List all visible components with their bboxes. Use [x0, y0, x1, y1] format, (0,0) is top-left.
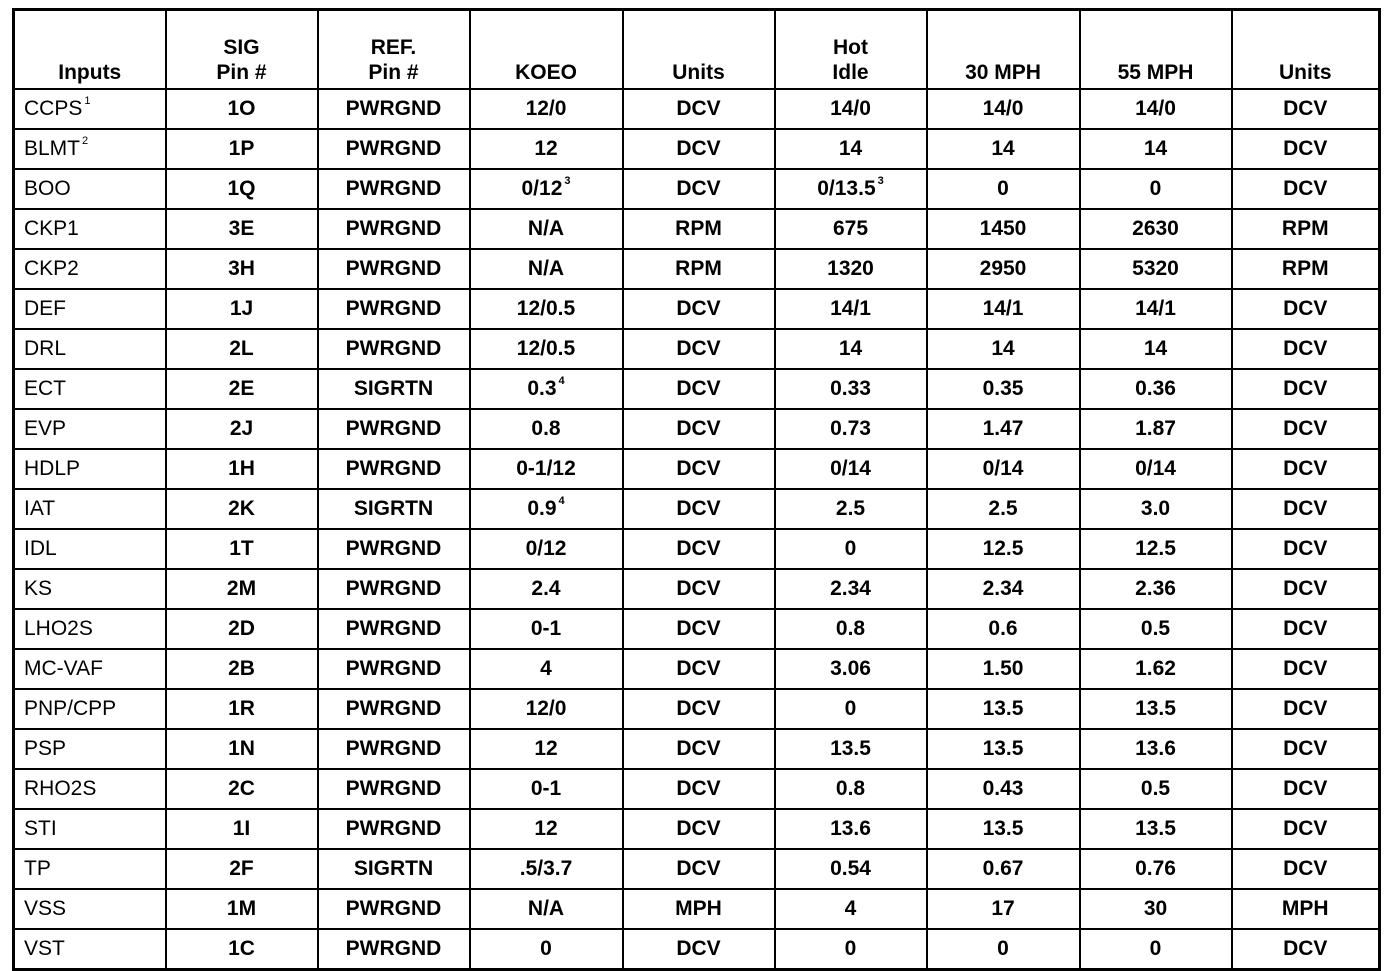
cell-units-2: DCV	[1232, 89, 1380, 129]
cell-ref-pin: PWRGND	[318, 409, 470, 449]
cell-input-name: MC-VAF	[14, 649, 166, 689]
cell-ref-pin: PWRGND	[318, 769, 470, 809]
cell-units-2: DCV	[1232, 729, 1380, 769]
cell-units: DCV	[623, 689, 775, 729]
table-row	[14, 609, 1380, 649]
cell-30-mph: 0.35	[927, 369, 1080, 409]
cell-units: DCV	[623, 169, 775, 209]
table-row	[14, 849, 1380, 889]
cell-30-mph: 13.5	[927, 689, 1080, 729]
cell-koeo: 12	[470, 129, 623, 169]
cell-ref-pin: PWRGND	[318, 249, 470, 289]
table-row	[14, 889, 1380, 929]
cell-input-name: CCPS $^1$	[14, 89, 166, 129]
cell-koeo: 12/0.5	[470, 289, 623, 329]
cell-ref-pin: PWRGND	[318, 729, 470, 769]
cell-55-mph: 0.76	[1080, 849, 1232, 889]
cell-units: RPM	[623, 249, 775, 289]
cell-55-mph: 13.5	[1080, 809, 1232, 849]
cell-hot-idle: 0.33	[775, 369, 927, 409]
cell-sig-pin: 1N	[166, 729, 318, 769]
cell-hot-idle: 14/0	[775, 89, 927, 129]
table-row	[14, 809, 1380, 849]
cell-sig-pin: 2F	[166, 849, 318, 889]
cell-koeo: 0-1/12	[470, 449, 623, 489]
cell-ref-pin: SIGRTN	[318, 849, 470, 889]
cell-sig-pin: 1J	[166, 289, 318, 329]
cell-input-name: BLMT $^2$	[14, 129, 166, 169]
cell-hot-idle: 13.5	[775, 729, 927, 769]
cell-ref-pin: PWRGND	[318, 329, 470, 369]
cell-55-mph: 1.62	[1080, 649, 1232, 689]
cell-input-name: ECT	[14, 369, 166, 409]
cell-55-mph: 14	[1080, 329, 1232, 369]
cell-input-name: RHO2S	[14, 769, 166, 809]
cell-units: DCV	[623, 449, 775, 489]
cell-units: DCV	[623, 809, 775, 849]
cell-30-mph: 12.5	[927, 529, 1080, 569]
cell-units: DCV	[623, 489, 775, 529]
cell-units: DCV	[623, 929, 775, 970]
cell-sig-pin: 1T	[166, 529, 318, 569]
footnote-marker: 2	[82, 135, 89, 147]
cell-ref-pin: SIGRTN	[318, 489, 470, 529]
header-30-mph: 30 MPH	[927, 10, 1080, 90]
cell-koeo: 12	[470, 729, 623, 769]
cell-30-mph: 2950	[927, 249, 1080, 289]
cell-koeo: 12/0	[470, 689, 623, 729]
table-row	[14, 529, 1380, 569]
cell-sig-pin: 2J	[166, 409, 318, 449]
header-ref-pin: REF. Pin #	[318, 10, 470, 90]
table-row	[14, 289, 1380, 329]
header-hot-idle: Hot Idle	[775, 10, 927, 90]
cell-55-mph: 2630	[1080, 209, 1232, 249]
footnote-marker: 4	[558, 375, 565, 387]
cell-sig-pin: 2L	[166, 329, 318, 369]
cell-units-2: DCV	[1232, 129, 1380, 169]
cell-sig-pin: 1H	[166, 449, 318, 489]
cell-units: DCV	[623, 89, 775, 129]
cell-units-2: DCV	[1232, 929, 1380, 970]
cell-30-mph: 1450	[927, 209, 1080, 249]
cell-input-name: TP	[14, 849, 166, 889]
cell-55-mph: 14/1	[1080, 289, 1232, 329]
cell-hot-idle: 0	[775, 929, 927, 970]
cell-ref-pin: PWRGND	[318, 889, 470, 929]
table-row	[14, 129, 1380, 169]
cell-sig-pin: 1O	[166, 89, 318, 129]
cell-units: RPM	[623, 209, 775, 249]
cell-sig-pin: 1I	[166, 809, 318, 849]
cell-input-name: DRL	[14, 329, 166, 369]
cell-hot-idle: 4	[775, 889, 927, 929]
cell-55-mph: 14/0	[1080, 89, 1232, 129]
table-row	[14, 729, 1380, 769]
table-row	[14, 929, 1380, 970]
cell-koeo: 0-1	[470, 769, 623, 809]
cell-ref-pin: PWRGND	[318, 169, 470, 209]
footnote-marker: 3	[877, 175, 884, 187]
cell-hot-idle: 0.8	[775, 609, 927, 649]
cell-sig-pin: 1Q	[166, 169, 318, 209]
cell-koeo: 12/0	[470, 89, 623, 129]
cell-units-2: DCV	[1232, 809, 1380, 849]
cell-55-mph: 0.5	[1080, 609, 1232, 649]
header-sig-pin: SIG Pin #	[166, 10, 318, 90]
cell-koeo: 0/12 $^3$	[470, 169, 623, 209]
cell-input-name: STI	[14, 809, 166, 849]
cell-30-mph: 14/0	[927, 89, 1080, 129]
cell-ref-pin: PWRGND	[318, 449, 470, 489]
cell-55-mph: 0	[1080, 929, 1232, 970]
cell-koeo: 0-1	[470, 609, 623, 649]
cell-55-mph: 5320	[1080, 249, 1232, 289]
cell-30-mph: 13.5	[927, 809, 1080, 849]
cell-ref-pin: PWRGND	[318, 209, 470, 249]
cell-units: DCV	[623, 649, 775, 689]
cell-units-2: MPH	[1232, 889, 1380, 929]
cell-hot-idle: 675	[775, 209, 927, 249]
cell-55-mph: 13.6	[1080, 729, 1232, 769]
table-row	[14, 649, 1380, 689]
cell-units-2: DCV	[1232, 489, 1380, 529]
cell-30-mph: 1.47	[927, 409, 1080, 449]
cell-30-mph: 0	[927, 169, 1080, 209]
cell-units-2: DCV	[1232, 289, 1380, 329]
header-row	[14, 10, 1380, 90]
header-koeo: KOEO	[470, 10, 623, 90]
cell-30-mph: 17	[927, 889, 1080, 929]
cell-input-name: BOO	[14, 169, 166, 209]
table-row	[14, 209, 1380, 249]
table-row	[14, 449, 1380, 489]
header-units: Units	[623, 10, 775, 90]
cell-55-mph: 0	[1080, 169, 1232, 209]
cell-units-2: DCV	[1232, 849, 1380, 889]
header-inputs: Inputs	[14, 10, 166, 90]
cell-units: DCV	[623, 329, 775, 369]
cell-units-2: DCV	[1232, 329, 1380, 369]
cell-sig-pin: 1M	[166, 889, 318, 929]
cell-55-mph: 3.0	[1080, 489, 1232, 529]
cell-30-mph: 0/14	[927, 449, 1080, 489]
cell-ref-pin: PWRGND	[318, 289, 470, 329]
cell-ref-pin: PWRGND	[318, 529, 470, 569]
cell-sig-pin: 2K	[166, 489, 318, 529]
cell-koeo: 12/0.5	[470, 329, 623, 369]
cell-55-mph: 0.5	[1080, 769, 1232, 809]
cell-units-2: DCV	[1232, 609, 1380, 649]
cell-input-name: PSP	[14, 729, 166, 769]
cell-input-name: VST	[14, 929, 166, 970]
cell-koeo: 4	[470, 649, 623, 689]
footnote-marker: 4	[558, 495, 565, 507]
table-row	[14, 689, 1380, 729]
cell-koeo: N/A	[470, 209, 623, 249]
cell-input-name: IDL	[14, 529, 166, 569]
cell-hot-idle: 14/1	[775, 289, 927, 329]
table-row	[14, 89, 1380, 129]
cell-units: DCV	[623, 529, 775, 569]
cell-30-mph: 0.67	[927, 849, 1080, 889]
cell-units-2: DCV	[1232, 689, 1380, 729]
cell-sig-pin: 1C	[166, 929, 318, 970]
cell-55-mph: 2.36	[1080, 569, 1232, 609]
cell-hot-idle: 1320	[775, 249, 927, 289]
cell-hot-idle: 13.6	[775, 809, 927, 849]
cell-units-2: DCV	[1232, 529, 1380, 569]
cell-30-mph: 14	[927, 129, 1080, 169]
cell-30-mph: 14/1	[927, 289, 1080, 329]
table-row	[14, 329, 1380, 369]
table-row	[14, 249, 1380, 289]
cell-units: DCV	[623, 769, 775, 809]
cell-units: DCV	[623, 129, 775, 169]
cell-sig-pin: 3E	[166, 209, 318, 249]
cell-units-2: RPM	[1232, 249, 1380, 289]
cell-ref-pin: PWRGND	[318, 569, 470, 609]
cell-koeo: 2.4	[470, 569, 623, 609]
cell-55-mph: 1.87	[1080, 409, 1232, 449]
cell-units-2: RPM	[1232, 209, 1380, 249]
cell-30-mph: 1.50	[927, 649, 1080, 689]
cell-units: DCV	[623, 409, 775, 449]
table-row	[14, 169, 1380, 209]
cell-hot-idle: 0.54	[775, 849, 927, 889]
cell-hot-idle: 0.73	[775, 409, 927, 449]
cell-units-2: DCV	[1232, 649, 1380, 689]
footnote-marker: 1	[84, 95, 91, 107]
table-row	[14, 569, 1380, 609]
cell-30-mph: 2.5	[927, 489, 1080, 529]
cell-input-name: KS	[14, 569, 166, 609]
cell-sig-pin: 2B	[166, 649, 318, 689]
cell-input-name: LHO2S	[14, 609, 166, 649]
cell-hot-idle: 2.34	[775, 569, 927, 609]
cell-input-name: DEF	[14, 289, 166, 329]
table-row	[14, 769, 1380, 809]
cell-ref-pin: SIGRTN	[318, 369, 470, 409]
header-55-mph: 55 MPH	[1080, 10, 1232, 90]
cell-30-mph: 2.34	[927, 569, 1080, 609]
table-row	[14, 489, 1380, 529]
cell-hot-idle: 14	[775, 129, 927, 169]
cell-30-mph: 0.43	[927, 769, 1080, 809]
cell-koeo: .5/3.7	[470, 849, 623, 889]
cell-units: DCV	[623, 569, 775, 609]
cell-hot-idle: 0/13.5 $^3$	[775, 169, 927, 209]
cell-input-name: CKP1	[14, 209, 166, 249]
cell-koeo: N/A	[470, 249, 623, 289]
cell-units-2: DCV	[1232, 449, 1380, 489]
cell-units: DCV	[623, 289, 775, 329]
cell-55-mph: 0.36	[1080, 369, 1232, 409]
cell-input-name: VSS	[14, 889, 166, 929]
cell-units: MPH	[623, 889, 775, 929]
cell-input-name: EVP	[14, 409, 166, 449]
cell-ref-pin: PWRGND	[318, 609, 470, 649]
cell-input-name: IAT	[14, 489, 166, 529]
cell-sig-pin: 2M	[166, 569, 318, 609]
cell-30-mph: 0.6	[927, 609, 1080, 649]
cell-hot-idle: 0.8	[775, 769, 927, 809]
cell-hot-idle: 0	[775, 689, 927, 729]
cell-ref-pin: PWRGND	[318, 929, 470, 970]
cell-units-2: DCV	[1232, 409, 1380, 449]
header-units-2: Units	[1232, 10, 1380, 90]
cell-sig-pin: 1R	[166, 689, 318, 729]
footnote-marker: 3	[564, 175, 571, 187]
cell-55-mph: 12.5	[1080, 529, 1232, 569]
cell-ref-pin: PWRGND	[318, 129, 470, 169]
cell-units: DCV	[623, 849, 775, 889]
cell-units-2: DCV	[1232, 769, 1380, 809]
cell-units: DCV	[623, 729, 775, 769]
cell-units-2: DCV	[1232, 169, 1380, 209]
cell-koeo: 0.9 $^4$	[470, 489, 623, 529]
cell-ref-pin: PWRGND	[318, 809, 470, 849]
cell-input-name: HDLP	[14, 449, 166, 489]
cell-sig-pin: 3H	[166, 249, 318, 289]
table-body	[14, 89, 1380, 970]
cell-30-mph: 13.5	[927, 729, 1080, 769]
cell-input-name: PNP/CPP	[14, 689, 166, 729]
cell-koeo: 12	[470, 809, 623, 849]
cell-hot-idle: 0/14	[775, 449, 927, 489]
cell-koeo: 0.3 $^4$	[470, 369, 623, 409]
input-spec-table	[12, 8, 1381, 971]
cell-ref-pin: PWRGND	[318, 689, 470, 729]
cell-units-2: DCV	[1232, 569, 1380, 609]
cell-hot-idle: 2.5	[775, 489, 927, 529]
table-row	[14, 369, 1380, 409]
cell-koeo: 0	[470, 929, 623, 970]
cell-sig-pin: 1P	[166, 129, 318, 169]
cell-units-2: DCV	[1232, 369, 1380, 409]
cell-sig-pin: 2E	[166, 369, 318, 409]
cell-koeo: 0.8	[470, 409, 623, 449]
cell-units: DCV	[623, 609, 775, 649]
cell-55-mph: 30	[1080, 889, 1232, 929]
cell-koeo: N/A	[470, 889, 623, 929]
cell-input-name: CKP2	[14, 249, 166, 289]
cell-ref-pin: PWRGND	[318, 89, 470, 129]
cell-hot-idle: 0	[775, 529, 927, 569]
cell-55-mph: 14	[1080, 129, 1232, 169]
cell-units: DCV	[623, 369, 775, 409]
cell-30-mph: 14	[927, 329, 1080, 369]
cell-hot-idle: 3.06	[775, 649, 927, 689]
cell-55-mph: 0/14	[1080, 449, 1232, 489]
cell-hot-idle: 14	[775, 329, 927, 369]
cell-sig-pin: 2C	[166, 769, 318, 809]
cell-ref-pin: PWRGND	[318, 649, 470, 689]
cell-30-mph: 0	[927, 929, 1080, 970]
cell-sig-pin: 2D	[166, 609, 318, 649]
cell-55-mph: 13.5	[1080, 689, 1232, 729]
cell-koeo: 0/12	[470, 529, 623, 569]
table-row	[14, 409, 1380, 449]
